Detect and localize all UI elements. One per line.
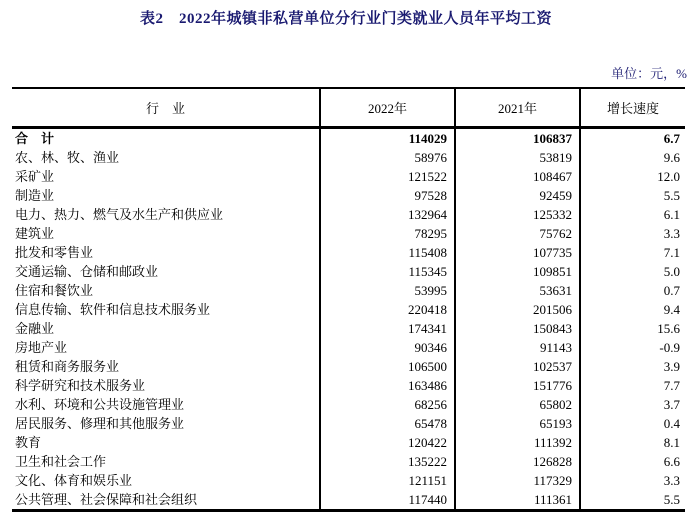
table-title: 表2 2022年城镇非私营单位分行业门类就业人员年平均工资 (139, 11, 552, 27)
cell-wage-2022: 220418 (320, 300, 455, 319)
cell-wage-2021: 150843 (455, 319, 580, 338)
cell-wage-2022: 78295 (320, 224, 455, 243)
cell-industry: 租赁和商务服务业 (15, 359, 120, 374)
cell-growth-rate: 3.3 (580, 224, 685, 243)
cell-wage-2022: 163486 (320, 376, 455, 395)
cell-growth-rate: -0.9 (580, 338, 685, 357)
table-row (12, 205, 685, 224)
cell-growth-rate: 7.7 (580, 376, 685, 395)
cell-industry: 建筑业 (15, 226, 55, 241)
cell-wage-2021: 53631 (455, 281, 580, 300)
cell-wage-2021: 65193 (455, 414, 580, 433)
cell-growth-rate: 6.7 (580, 128, 685, 149)
cell-wage-2021: 201506 (455, 300, 580, 319)
cell-wage-2021: 75762 (455, 224, 580, 243)
cell-wage-2022: 117440 (320, 490, 455, 511)
cell-growth-rate: 5.5 (580, 186, 685, 205)
cell-wage-2022: 97528 (320, 186, 455, 205)
cell-wage-2022: 58976 (320, 148, 455, 167)
cell-wage-2021: 102537 (455, 357, 580, 376)
table-row (12, 300, 685, 319)
cell-wage-2022: 135222 (320, 452, 455, 471)
cell-wage-2021: 109851 (455, 262, 580, 281)
cell-industry: 科学研究和技术服务业 (15, 378, 146, 393)
table-body (12, 128, 685, 511)
cell-growth-rate: 15.6 (580, 319, 685, 338)
cell-industry: 文化、体育和娱乐业 (15, 473, 133, 488)
cell-wage-2022: 53995 (320, 281, 455, 300)
cell-growth-rate: 12.0 (580, 167, 685, 186)
cell-industry: 居民服务、修理和其他服务业 (15, 416, 185, 431)
column-header-industry: 行 业 (12, 88, 320, 128)
cell-growth-rate: 6.6 (580, 452, 685, 471)
page (0, 7, 692, 514)
cell-wage-2022: 121151 (320, 471, 455, 490)
cell-wage-2022: 132964 (320, 205, 455, 224)
cell-wage-2021: 106837 (455, 128, 580, 149)
cell-growth-rate: 3.7 (580, 395, 685, 414)
cell-wage-2022: 90346 (320, 338, 455, 357)
cell-industry: 合 计 (15, 131, 55, 146)
cell-industry: 制造业 (15, 188, 55, 203)
table-row (12, 167, 685, 186)
cell-wage-2022: 65478 (320, 414, 455, 433)
header-row (12, 88, 685, 128)
table-row (12, 338, 685, 357)
cell-industry: 金融业 (15, 321, 55, 336)
cell-industry: 房地产业 (15, 340, 68, 355)
cell-growth-rate: 9.4 (580, 300, 685, 319)
table-row (12, 490, 685, 511)
cell-wage-2021: 92459 (455, 186, 580, 205)
column-header-growth-rate: 增长速度 (580, 88, 685, 128)
cell-wage-2022: 68256 (320, 395, 455, 414)
unit-note: 单位：元，% (611, 66, 687, 81)
column-header-2021: 2021年 (455, 88, 580, 128)
cell-growth-rate: 0.4 (580, 414, 685, 433)
cell-industry: 批发和零售业 (15, 245, 94, 260)
cell-industry: 信息传输、软件和信息技术服务业 (15, 302, 211, 317)
table-row (12, 281, 685, 300)
cell-wage-2021: 108467 (455, 167, 580, 186)
cell-industry: 采矿业 (15, 169, 55, 184)
cell-wage-2022: 106500 (320, 357, 455, 376)
table-row (12, 319, 685, 338)
cell-industry: 水利、环境和公共设施管理业 (15, 397, 185, 412)
cell-wage-2022: 120422 (320, 433, 455, 452)
table-row (12, 262, 685, 281)
cell-wage-2021: 65802 (455, 395, 580, 414)
cell-wage-2021: 91143 (455, 338, 580, 357)
cell-wage-2021: 126828 (455, 452, 580, 471)
cell-wage-2022: 115408 (320, 243, 455, 262)
cell-growth-rate: 6.1 (580, 205, 685, 224)
cell-growth-rate: 8.1 (580, 433, 685, 452)
table-row (12, 243, 685, 262)
cell-industry: 交通运输、仓储和邮政业 (15, 264, 159, 279)
cell-wage-2021: 107735 (455, 243, 580, 262)
table-row (12, 471, 685, 490)
cell-wage-2022: 174341 (320, 319, 455, 338)
cell-wage-2021: 125332 (455, 205, 580, 224)
table-row (12, 452, 685, 471)
table-row (12, 414, 685, 433)
table-row (12, 433, 685, 452)
cell-industry: 卫生和社会工作 (15, 454, 107, 469)
cell-wage-2022: 115345 (320, 262, 455, 281)
cell-wage-2021: 111392 (455, 433, 580, 452)
cell-wage-2022: 121522 (320, 167, 455, 186)
cell-wage-2021: 53819 (455, 148, 580, 167)
cell-industry: 农、林、牧、渔业 (15, 150, 120, 165)
cell-industry: 公共管理、社会保障和社会组织 (15, 492, 198, 507)
cell-industry: 住宿和餐饮业 (15, 283, 94, 298)
table-row (12, 224, 685, 243)
cell-growth-rate: 9.6 (580, 148, 685, 167)
table-row (12, 395, 685, 414)
column-header-2022: 2022年 (320, 88, 455, 128)
cell-growth-rate: 5.5 (580, 490, 685, 511)
cell-growth-rate: 0.7 (580, 281, 685, 300)
cell-wage-2021: 151776 (455, 376, 580, 395)
cell-growth-rate: 5.0 (580, 262, 685, 281)
cell-growth-rate: 3.3 (580, 471, 685, 490)
table-row (12, 357, 685, 376)
cell-growth-rate: 3.9 (580, 357, 685, 376)
cell-industry: 电力、热力、燃气及水生产和供应业 (15, 207, 224, 222)
table-row (12, 128, 685, 149)
table-row (12, 148, 685, 167)
cell-industry: 教育 (15, 435, 42, 450)
cell-wage-2021: 117329 (455, 471, 580, 490)
cell-growth-rate: 7.1 (580, 243, 685, 262)
wage-table (12, 87, 685, 512)
table-row (12, 186, 685, 205)
cell-wage-2021: 111361 (455, 490, 580, 511)
table-row (12, 376, 685, 395)
cell-wage-2022: 114029 (320, 128, 455, 149)
